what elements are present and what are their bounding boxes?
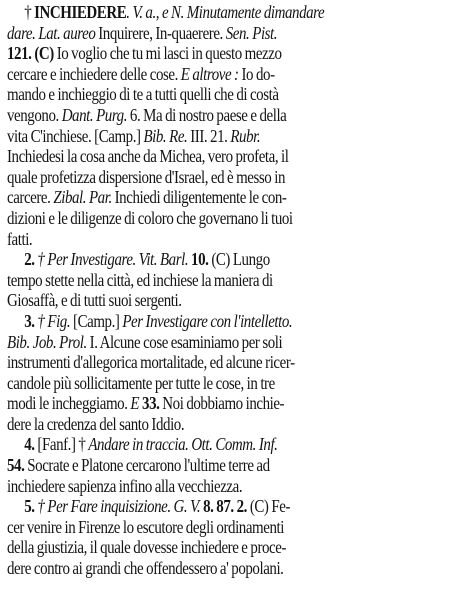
text-line: dere contro ai grandi che offendessero a' popolani. xyxy=(7,558,284,579)
text-line: dare. Lat. aureo Inquirere, In-quaerere. Sen. Pist. xyxy=(7,22,278,43)
text-line: tempo stette nella città, ed inchiese la maniera di xyxy=(7,269,273,290)
text-line: cer venire in Firenze lo escutore degli ordinamenti xyxy=(7,516,284,537)
text-line: Inchiedesi la cosa anche da Michea, vero profeta, il xyxy=(7,146,289,167)
text-line: 121. (C) Io voglio che tu mi lasci in questo mezzo xyxy=(7,43,282,64)
text-line: Giosaffà, e di tutti suoi sergenti. xyxy=(7,290,182,311)
text-line: 3. † Fig. [Camp.] Per Investigare con l'intelletto. xyxy=(24,310,293,331)
text-line: 4. [Fanf.] † Andare in traccia. Ott. Comm. Inf. xyxy=(24,434,278,455)
text-line: 5. † Per Fare inquisizione. G. V. 8. 87. 2. (C) Fe- xyxy=(24,496,291,517)
text-line: quale profetizza dispersione d'Israel, ed è messo in xyxy=(7,166,285,187)
sense-number: 2. xyxy=(24,249,38,270)
text-line: instrumenti d'allegorica mortalitade, ed alcune ricer- xyxy=(7,352,295,373)
text-line: 2. † Per Investigare. Vit. Barl. 10. (C) Lungo xyxy=(24,249,270,270)
text-line: 54. Socrate e Platone cercarono l'ultime terre ad xyxy=(7,455,270,476)
text-line: Bib. Job. Prol. I. Alcune cose esaminiamo per soli xyxy=(7,331,283,352)
sense-number: 3. xyxy=(24,310,38,331)
text-line: † INCHIEDERE. V. a., e N. Minutamente dimandare xyxy=(24,2,325,22)
text-line: fatti. xyxy=(7,228,33,249)
text-line: modi le incheggiamo. E 33. Noi dobbiamo inchie- xyxy=(7,393,285,414)
sense-paragraph-3 xyxy=(7,311,463,435)
text-line: candole più sollicitamente per tutte le cose, in tre xyxy=(7,372,275,393)
sense-number: 5. xyxy=(24,496,38,517)
text-line: carcere. Zibal. Par. Inchiedi diligentemente le con- xyxy=(7,187,287,208)
text-line: della giustizia, il quale dovesse inchiedere e proce- xyxy=(7,537,287,558)
text-line: cercare e inchiedere delle cose. E altrove : Io do- xyxy=(7,63,275,84)
sense-number: 4. xyxy=(24,434,38,455)
sense-paragraph-2 xyxy=(7,249,463,311)
headword: INCHIEDERE xyxy=(34,2,127,22)
text-line: inchiedere sapienza infino alla vecchiezza. xyxy=(7,475,243,496)
text-line: vengono. Dant. Purg. 6. Ma di nostro paese e della xyxy=(7,104,287,125)
entry-headword-paragraph xyxy=(7,2,463,249)
text-line: mando e inchieggio di te a tutti quelli che di costà xyxy=(7,84,279,105)
text-line: dizioni e le diligenze di coloro che governano li tuoi xyxy=(7,207,293,228)
sense-paragraph-4 xyxy=(7,434,463,496)
sense-paragraph-5 xyxy=(7,496,463,578)
text-line: vita C'inchiese. [Camp.] Bib. Re. III. 21. Rubr. xyxy=(7,125,261,146)
text-line: dere la credenza del santo Iddio. xyxy=(7,413,185,434)
